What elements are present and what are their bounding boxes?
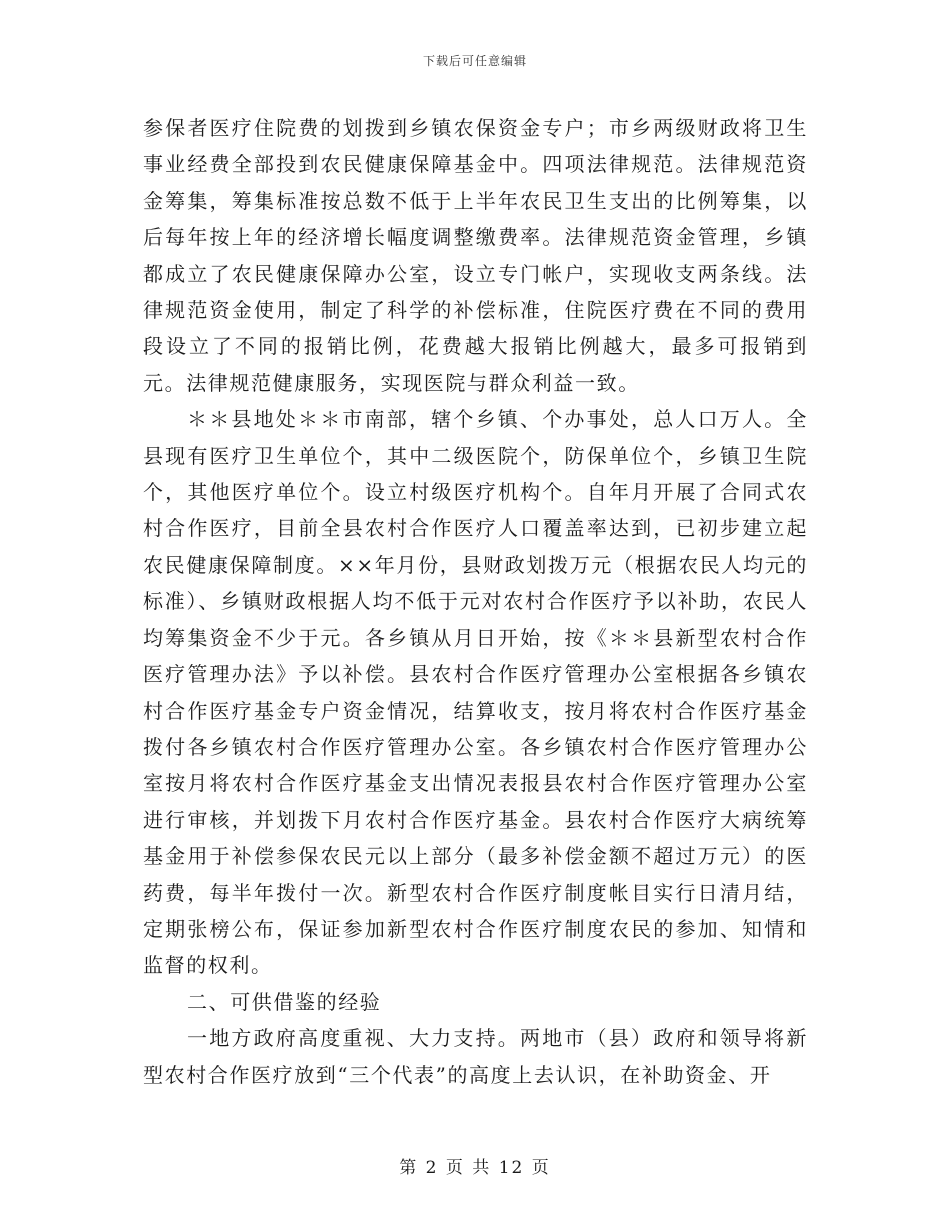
paragraph-experience: 一地方政府高度重视、大力支持。两地市（县）政府和领导将新型农村合作医疗放到“三个代表”的高度上去认识，在补助资金、开 (143, 1026, 808, 1087)
paragraph-county-overview: ＊＊县地处＊＊市南部，辖个乡镇、个办事处，总人口万人。全县现有医疗卫生单位个，其中二级医院个，防保单位个，乡镇卫生院个，其他医疗单位个。设立村级医疗机构个。自年月开展了合同式农村合作医疗，目前全县农村合作医疗人口覆盖率达到，已初步建立起农民健康保障制度。××年月份，县财政划拨万元（根据农民人均元的标准）、乡镇财政根据人均不低于元对农村合作医疗予以补助，农民人均筹集资金不少于元。各乡镇从月日开始，按《＊＊县新型农村合作医疗管理办法》予以补偿。县农村合作医疗管理办公室根据各乡镇农村合作医疗基金专户资金情况，结算收支，按月将农村合作医疗基金拨付各乡镇农村合作医疗管理办公室。各乡镇农村合作医疗管理办公室按月将农村合作医疗基金支出情况表报县农村合作医疗管理办公室进行审核，并划拨下月农村合作医疗基金。县农村合作医疗大病统筹基金用于补偿参保农民元以上部分（最多补偿金额不超过万元）的医药费，每半年拨付一次。新型农村合作医疗制度帐目实行日清月结，定期张榜公布，保证参加新型农村合作医疗制度农民的参加、知情和监督的权利。 (143, 407, 808, 978)
page-header: 下载后可任意编辑 (422, 54, 527, 68)
section-heading: 二、可供借鉴的经验 (187, 989, 382, 1014)
paragraph-continuation: 参保者医疗住院费的划拨到乡镇农保资金专户；市乡两级财政将卫生事业经费全部投到农民健康保障基金中。四项法律规范。法律规范资金筹集，筹集标准按总数不低于上半年农民卫生支出的比例筹集，以后每年按上年的经济增长幅度调整缴费率。法律规范资金管理，乡镇都成立了农民健康保障办公室，设立专门帐户，实现收支两条线。法律规范资金使用，制定了科学的补偿标准，住院医疗费在不同的费用段设立了不同的报销比例，花费越大报销比例越大，最多可报销到元。法律规范健康服务，实现医院与群众利益一致。 (143, 116, 808, 395)
page-footer: 第 2 页 共 12 页 (399, 1158, 551, 1178)
document-body (143, 110, 808, 1093)
